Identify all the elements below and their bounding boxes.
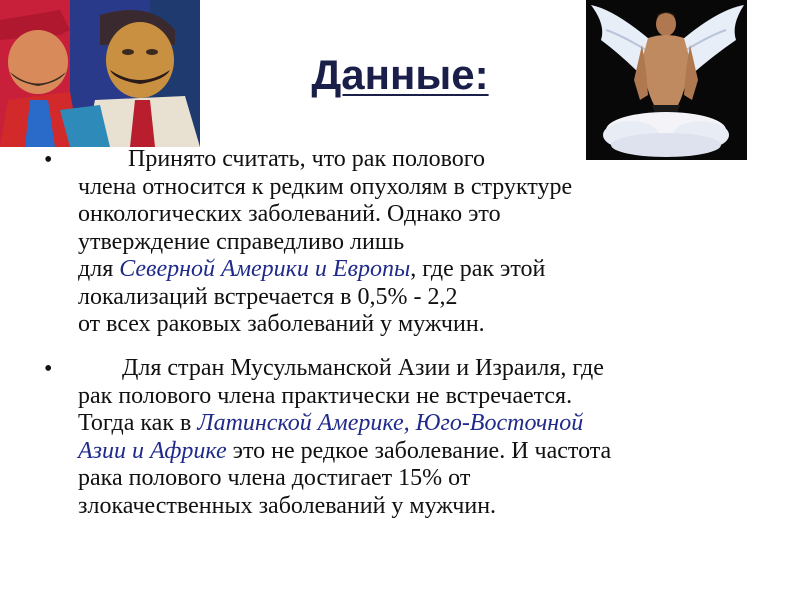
text-fragment: злокачественных заболеваний у мужчин.	[78, 492, 497, 519]
paragraph-line	[78, 256, 768, 284]
paragraph-line	[78, 201, 768, 229]
text-fragment: онкологических заболеваний. Однако это	[78, 201, 501, 227]
paragraph-line	[78, 284, 768, 312]
paragraph-line	[78, 383, 768, 411]
paragraph-line	[78, 311, 768, 339]
paragraph-line	[78, 438, 768, 466]
text-fragment: для	[78, 256, 120, 282]
paragraph-line	[78, 355, 768, 383]
text-fragment: рака полового члена достигает 15% от	[78, 465, 471, 491]
text-fragment: рак полового члена практически не встречается.	[78, 382, 573, 409]
highlighted-text: Азии и Африке	[78, 437, 227, 464]
text-fragment: , где рак этой	[410, 256, 546, 282]
slide-title: Данные:	[311, 51, 489, 98]
text-fragment: от всех раковых заболеваний у мужчин.	[78, 311, 485, 337]
text-fragment: утверждение справедливо лишь	[78, 228, 405, 255]
text-fragment: члена относится к редким опухолям в структуре	[78, 173, 573, 200]
paragraph-line	[78, 410, 768, 438]
paragraph-line	[78, 229, 768, 257]
paragraph-line	[78, 465, 768, 493]
text-fragment: Для стран Мусульманской Азии и Израиля, где	[122, 355, 604, 381]
paragraph-line	[78, 174, 768, 202]
angel-illustration	[586, 0, 747, 160]
text-fragment: это не редкое заболевание. И частота	[226, 437, 612, 464]
bullet-marker: •	[44, 147, 53, 173]
paragraph-line	[78, 146, 768, 174]
text-fragment: Принято считать, что рак полового	[128, 146, 486, 172]
highlighted-text: Латинской Америке, Юго-Восточной	[197, 410, 584, 436]
highlighted-text: Северной Америки и Европы	[119, 256, 411, 282]
bullet-paragraph-1	[78, 146, 768, 339]
painting-illustration	[0, 0, 200, 147]
text-fragment: Тогда как в	[78, 410, 198, 436]
bullet-marker: •	[44, 356, 53, 382]
paragraph-line	[78, 493, 768, 521]
text-fragment: локализаций встречается в 0,5% - 2,2	[78, 283, 458, 310]
angel-image	[586, 0, 747, 160]
painting-image	[0, 0, 200, 147]
bullet-paragraph-2	[78, 355, 768, 520]
